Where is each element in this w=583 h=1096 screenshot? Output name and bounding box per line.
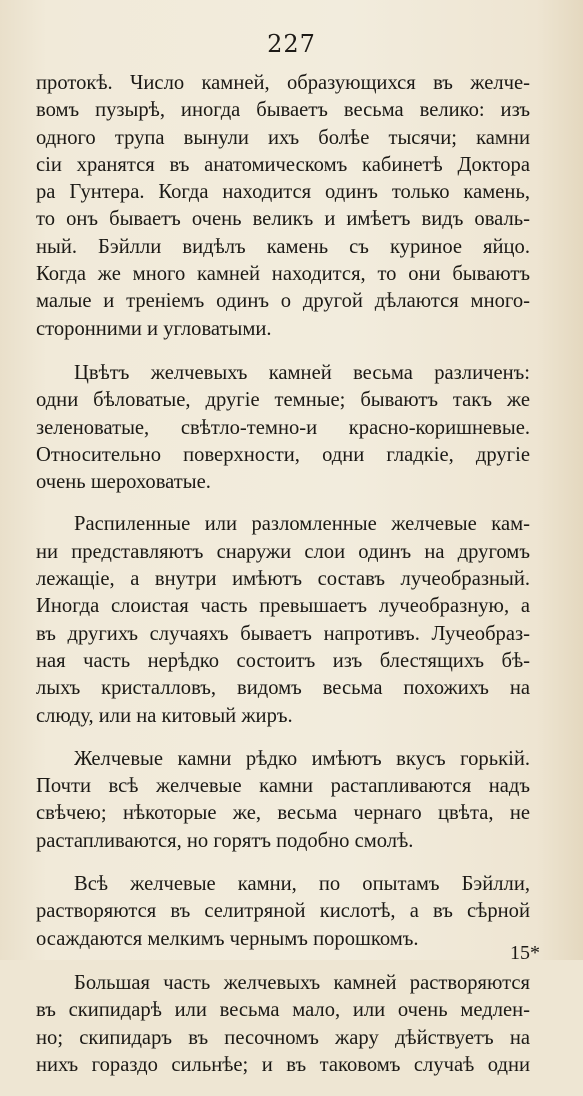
text-line: ный. Бэйлли видѣлъ камень съ куриное яйцо. xyxy=(36,235,530,258)
text-line: ная часть нерѣдко состоитъ изъ блестящихъ бѣ- xyxy=(36,649,530,672)
text-line: ни представляютъ снаружи слои одинъ на другомъ xyxy=(36,540,530,563)
text-line: въ скипидарѣ или весьма мало, или очень медлен- xyxy=(36,999,530,1022)
text-line: свѣчею; нѣкоторые же, весьма чернаго цвѣта, не xyxy=(36,802,530,825)
text-line: Цвѣтъ желчевыхъ камней весьма различенъ: xyxy=(74,361,530,384)
text-line: Почти всѣ желчевые камни растапливаются надъ xyxy=(36,775,530,798)
paragraph-5 xyxy=(36,871,530,953)
text-line: осаждаются мелкимъ чернымъ порошкомъ. xyxy=(36,927,419,950)
paragraph-3 xyxy=(36,511,530,729)
text-line: зеленоватые, свѣтло-темно-и красно-коришневые. xyxy=(36,416,530,439)
text-line: одного трупа вынули ихъ болѣе тысячи; камни xyxy=(36,126,530,149)
body-text xyxy=(36,70,530,1096)
text-line: Желчевые камни рѣдко имѣютъ вкусъ горькій. xyxy=(74,747,530,770)
text-line: Всѣ желчевые камни, по опытамъ Бэйлли, xyxy=(74,873,530,896)
text-line: малые и треніемъ одинъ о другой дѣлаются много- xyxy=(36,290,530,313)
text-line: но; скипидаръ въ песочномъ жару дѣйствуетъ на xyxy=(36,1026,530,1049)
text-line: вомъ пузырѣ, иногда бываетъ весьма велико: изъ xyxy=(36,99,530,122)
text-line: лыхъ кристалловъ, видомъ весьма похожихъ на xyxy=(36,677,530,700)
text-line: Когда же много камней находится, то они бываютъ xyxy=(36,263,530,286)
text-line: очень шероховатые. xyxy=(36,471,211,494)
paragraph-2 xyxy=(36,360,530,496)
text-line: нихъ гораздо сильнѣе; и въ таковомъ случаѣ одни xyxy=(36,1053,530,1076)
text-line: сіи хранятся въ анатомическомъ кабинетѣ Доктора xyxy=(36,153,530,176)
page-number: 227 xyxy=(267,30,316,58)
text-line: одни бѣловатые, другіе темные; бываютъ такъ же xyxy=(36,389,530,412)
text-line: то онъ бываетъ очень великъ и имѣетъ видъ оваль- xyxy=(36,208,530,231)
text-line: Относительно поверхности, одни гладкіе, другіе xyxy=(36,443,530,466)
text-line: лежащіе, а внутри имѣютъ составъ лучеобразный. xyxy=(36,568,530,591)
printer-signature-mark: 15* xyxy=(510,942,540,964)
paragraph-1 xyxy=(36,70,530,343)
paragraph-6 xyxy=(36,970,530,1079)
text-line: протокѣ. Число камней, образующихся въ желче- xyxy=(36,72,530,94)
text-line: растапливаются, но горятъ подобно смолѣ. xyxy=(36,829,414,852)
text-line: ра Гунтера. Когда находится одинъ только камень, xyxy=(36,181,530,204)
text-line: растворяются въ селитряной кислотѣ, а въ сѣрной xyxy=(36,900,530,923)
text-line: сторонними и угловатыми. xyxy=(36,317,272,340)
text-line: Большая часть желчевыхъ камней растворяются xyxy=(74,971,530,994)
text-line: въ другихъ случаяхъ бываетъ напротивъ. Лучеобраз- xyxy=(36,622,530,645)
text-line: Распиленные или разломленные желчевые кам- xyxy=(74,513,530,536)
paragraph-4 xyxy=(36,746,530,855)
text-line: слюду, или на китовый жиръ. xyxy=(36,704,293,727)
text-line: Иногда слоистая часть превышаетъ лучеобразную, а xyxy=(36,595,530,618)
